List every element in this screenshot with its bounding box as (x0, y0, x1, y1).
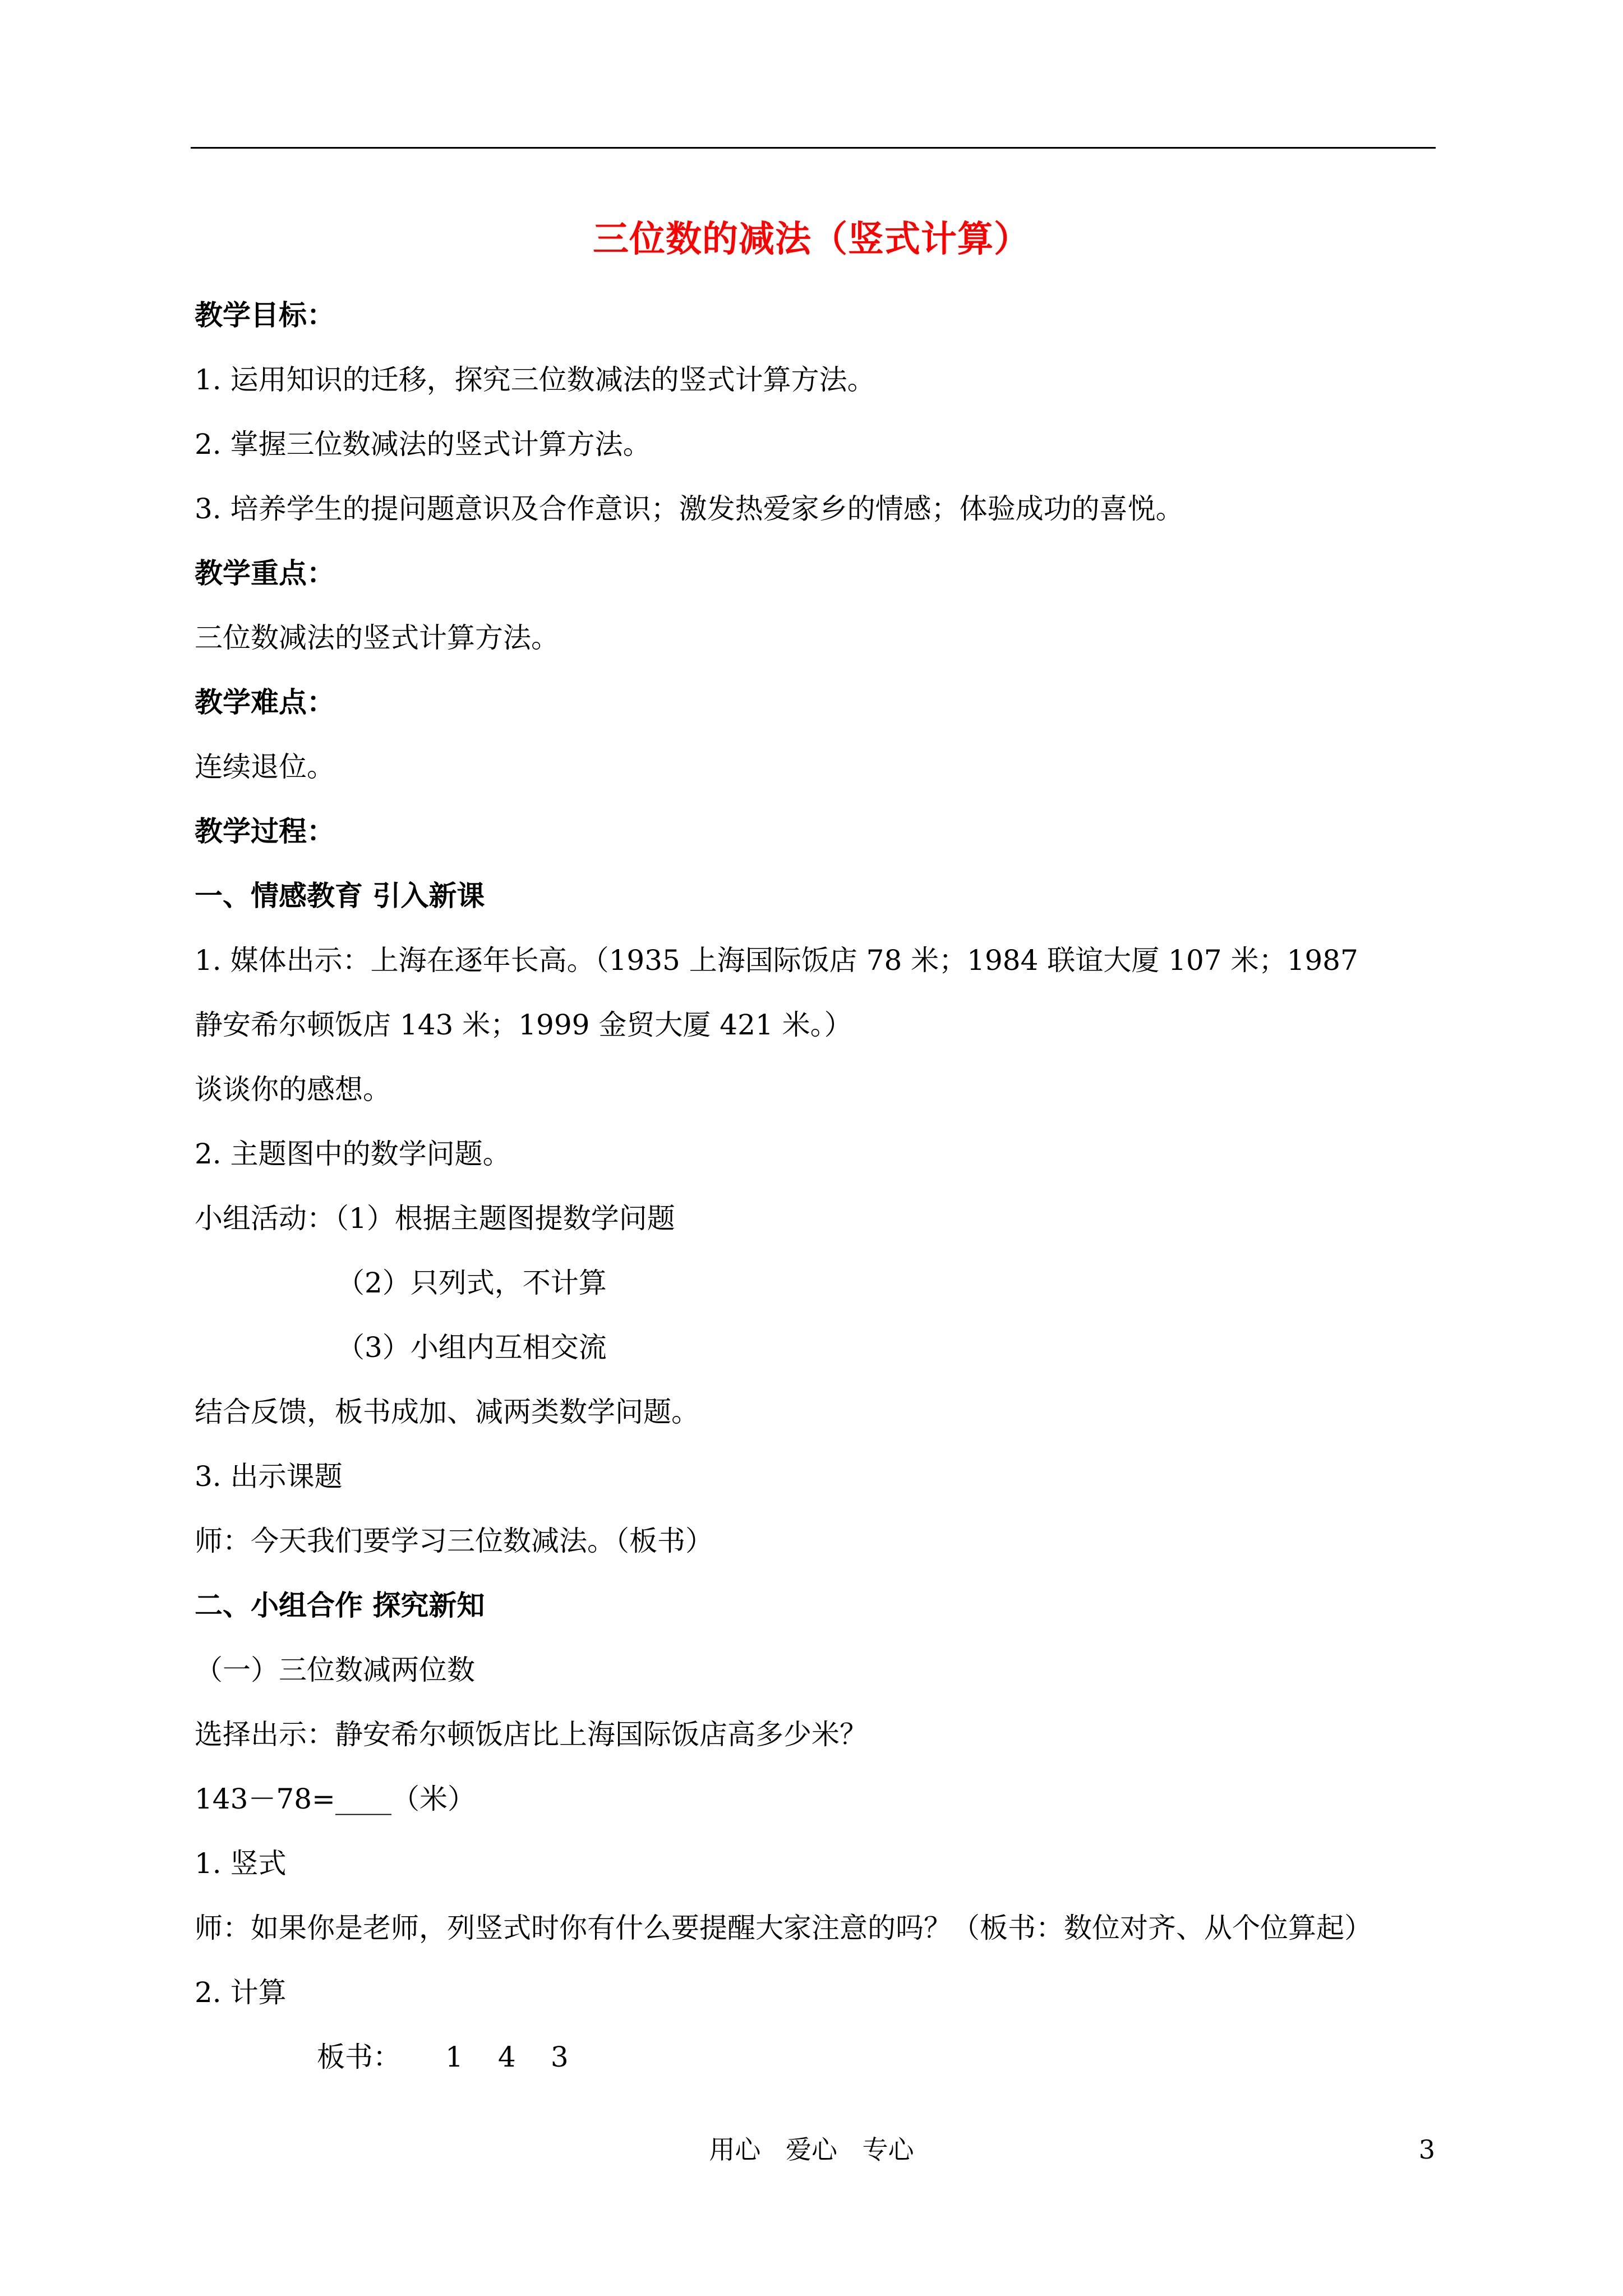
paragraph: 2. 计算 (195, 1976, 287, 2009)
header-rule (191, 147, 1436, 149)
objective-item: 3. 培养学生的提问题意识及合作意识；激发热爱家乡的情感；体验成功的喜悦。 (195, 493, 1184, 525)
paragraph: 3. 出示课题 (195, 1460, 343, 1493)
paragraph: 谈谈你的感想。 (195, 1073, 391, 1106)
document-title: 三位数的减法（竖式计算） (593, 218, 1030, 260)
activity-item: 小组活动：（1）根据主题图提数学问题 (195, 1202, 675, 1235)
page-number: 3 (1418, 2134, 1435, 2165)
paragraph: 1. 竖式 (195, 1847, 287, 1880)
footer-motto: 用心 爱心 专心 (709, 2134, 914, 2165)
activity-item: （2）只列式，不计算 (336, 1267, 607, 1299)
paragraph: 师：今天我们要学习三位数减法。（板书） (195, 1525, 713, 1557)
activity-item: （3）小组内互相交流 (336, 1331, 607, 1364)
paragraph: 2. 主题图中的数学问题。 (195, 1138, 511, 1170)
subsection-heading: 二、小组合作 探究新知 (195, 1589, 485, 1622)
digit-ones: 3 (550, 2041, 569, 2073)
digit-hundreds: 1 (445, 2041, 463, 2073)
objective-item: 2. 掌握三位数减法的竖式计算方法。 (195, 428, 651, 461)
paragraph: 结合反馈，板书成加、减两类数学问题。 (195, 1396, 699, 1428)
board-label: 板书： (317, 2041, 401, 2073)
paragraph: （一）三位数减两位数 (195, 1654, 475, 1686)
section-heading-difficulties: 教学难点： (195, 685, 335, 719)
section-heading-key-points: 教学重点： (195, 556, 335, 590)
paragraph: 师：如果你是老师，列竖式时你有什么要提醒大家注意的吗？（板书：数位对齐、从个位算起） (195, 1912, 1372, 1944)
board-writing (317, 2037, 582, 2077)
subsection-heading: 一、情感教育 引入新课 (195, 879, 485, 912)
paragraph: 连续退位。 (195, 751, 335, 783)
objective-item: 1. 运用知识的迁移，探究三位数减法的竖式计算方法。 (195, 364, 875, 396)
paragraph: 三位数减法的竖式计算方法。 (195, 622, 559, 654)
paragraph: 静安希尔顿饭店 143 米；1999 金贸大厦 421 米。） (195, 1009, 852, 1041)
paragraph: 1. 媒体出示：上海在逐年长高。（1935 上海国际饭店 78 米；1984 联谊大厦 107 米；1987 (195, 944, 1358, 977)
vertical-calculation-digits (432, 2037, 582, 2077)
digit-tens: 4 (497, 2041, 516, 2073)
section-heading-objectives: 教学目标： (195, 298, 335, 332)
equation: 143－78=____（米） (195, 1783, 476, 1815)
section-heading-process: 教学过程： (195, 815, 335, 848)
paragraph: 选择出示：静安希尔顿饭店比上海国际饭店高多少米？ (195, 1718, 868, 1751)
